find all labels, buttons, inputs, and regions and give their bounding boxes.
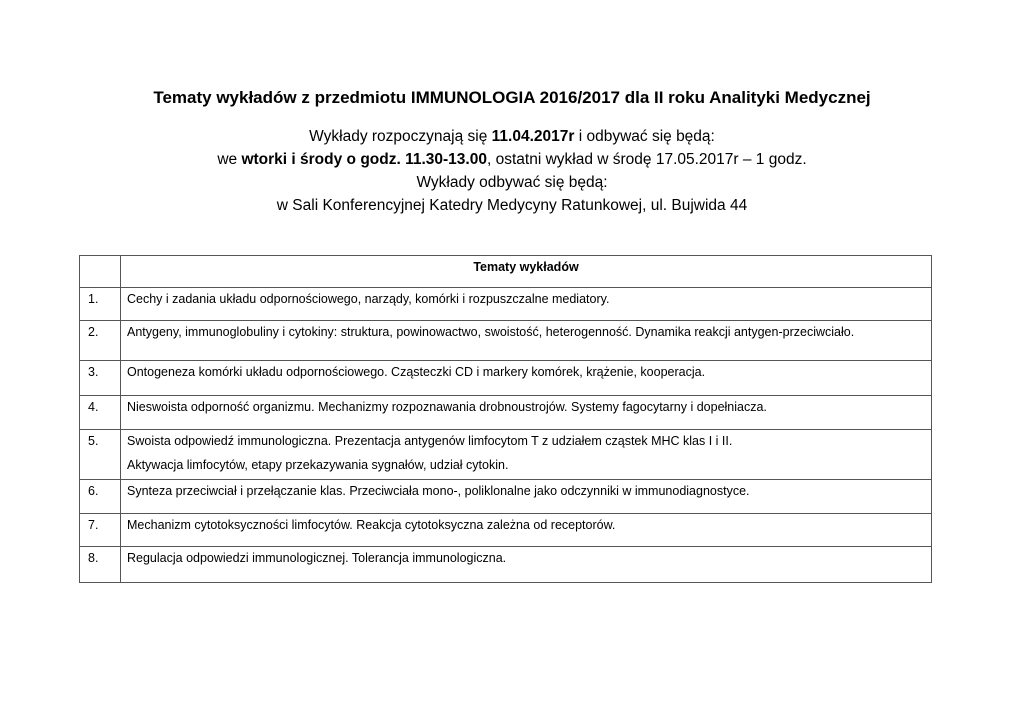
info-line-1-post: i odbywać się będą: [574, 128, 715, 145]
row-number: 1. [80, 288, 121, 321]
row-number: 2. [80, 321, 121, 361]
page-title: Tematy wykładów z przedmiotu IMMUNOLOGIA 2016/2017 dla II roku Analityki Medycznej [153, 88, 871, 107]
row-topic: Mechanizm cytotoksyczności limfocytów. Reakcja cytotoksyczna zależna od receptorów. [121, 514, 932, 547]
table-row [80, 547, 932, 583]
table-row [80, 288, 932, 321]
table-row [80, 361, 932, 396]
row-topic: Antygeny, immunoglobuliny i cytokiny: struktura, powinowactwo, swoistość, heterogenność. Dynamika reakcji antygen-przeciwciało. [121, 321, 932, 361]
info-line-2 [0, 148, 1024, 171]
table-header-row [80, 256, 932, 288]
row-number: 8. [80, 547, 121, 583]
info-line-2-post: , ostatni wykład w środę 17.05.2017r – 1 godz. [486, 151, 807, 168]
row-number: 4. [80, 396, 121, 430]
info-line-3: Wykłady odbywać się będą: [416, 174, 608, 191]
table-row [80, 430, 932, 480]
row-number: 6. [80, 480, 121, 514]
row-number: 3. [80, 361, 121, 396]
table-row [80, 396, 932, 430]
row-topic: Ontogeneza komórki układu odpornościowego. Cząsteczki CD i markery komórek, krążenie, kooperacja. [121, 361, 932, 396]
row-topic-line-1: Swoista odpowiedź immunologiczna. Prezentacja antygenów limfocytom T z udziałem cząstek MHC klas I i II. [127, 434, 733, 448]
row-topic-line-2: Aktywacja limfocytów, etapy przekazywania sygnałów, udział cytokin. [127, 458, 509, 472]
row-number: 7. [80, 514, 121, 547]
info-line-1 [0, 125, 1024, 148]
info-line-2-pre: we [217, 151, 242, 168]
row-topic: Synteza przeciwciał i przełączanie klas. Przeciwciała mono-, poliklonalne jako odczynniki w immunodiagnostyce. [121, 480, 932, 514]
row-number: 5. [80, 430, 121, 480]
table-row [80, 514, 932, 547]
start-date: 11.04.2017r [491, 128, 575, 145]
info-line-4-location: w Sali Konferencyjnej Katedry Medycyny Ratunkowej, ul. Bujwida 44 [276, 197, 748, 214]
row-topic [121, 430, 932, 480]
table-row [80, 480, 932, 514]
row-topic: Nieswoista odporność organizmu. Mechanizmy rozpoznawania drobnoustrojów. Systemy fagocytarny i dopełniacza. [121, 396, 932, 430]
info-line-1-pre: Wykłady rozpoczynają się [309, 128, 492, 145]
schedule-days-time: wtorki i środy o godz. 11.30-13.00 [241, 151, 487, 168]
lecture-info [0, 125, 1024, 217]
table-row [80, 321, 932, 361]
row-topic: Regulacja odpowiedzi immunologicznej. Tolerancja immunologiczna. [121, 547, 932, 583]
header-topic-cell: Tematy wykładów [121, 256, 932, 288]
topics-table [79, 255, 932, 583]
header-num-cell [80, 256, 121, 288]
row-topic: Cechy i zadania układu odpornościowego, narządy, komórki i rozpuszczalne mediatory. [121, 288, 932, 321]
